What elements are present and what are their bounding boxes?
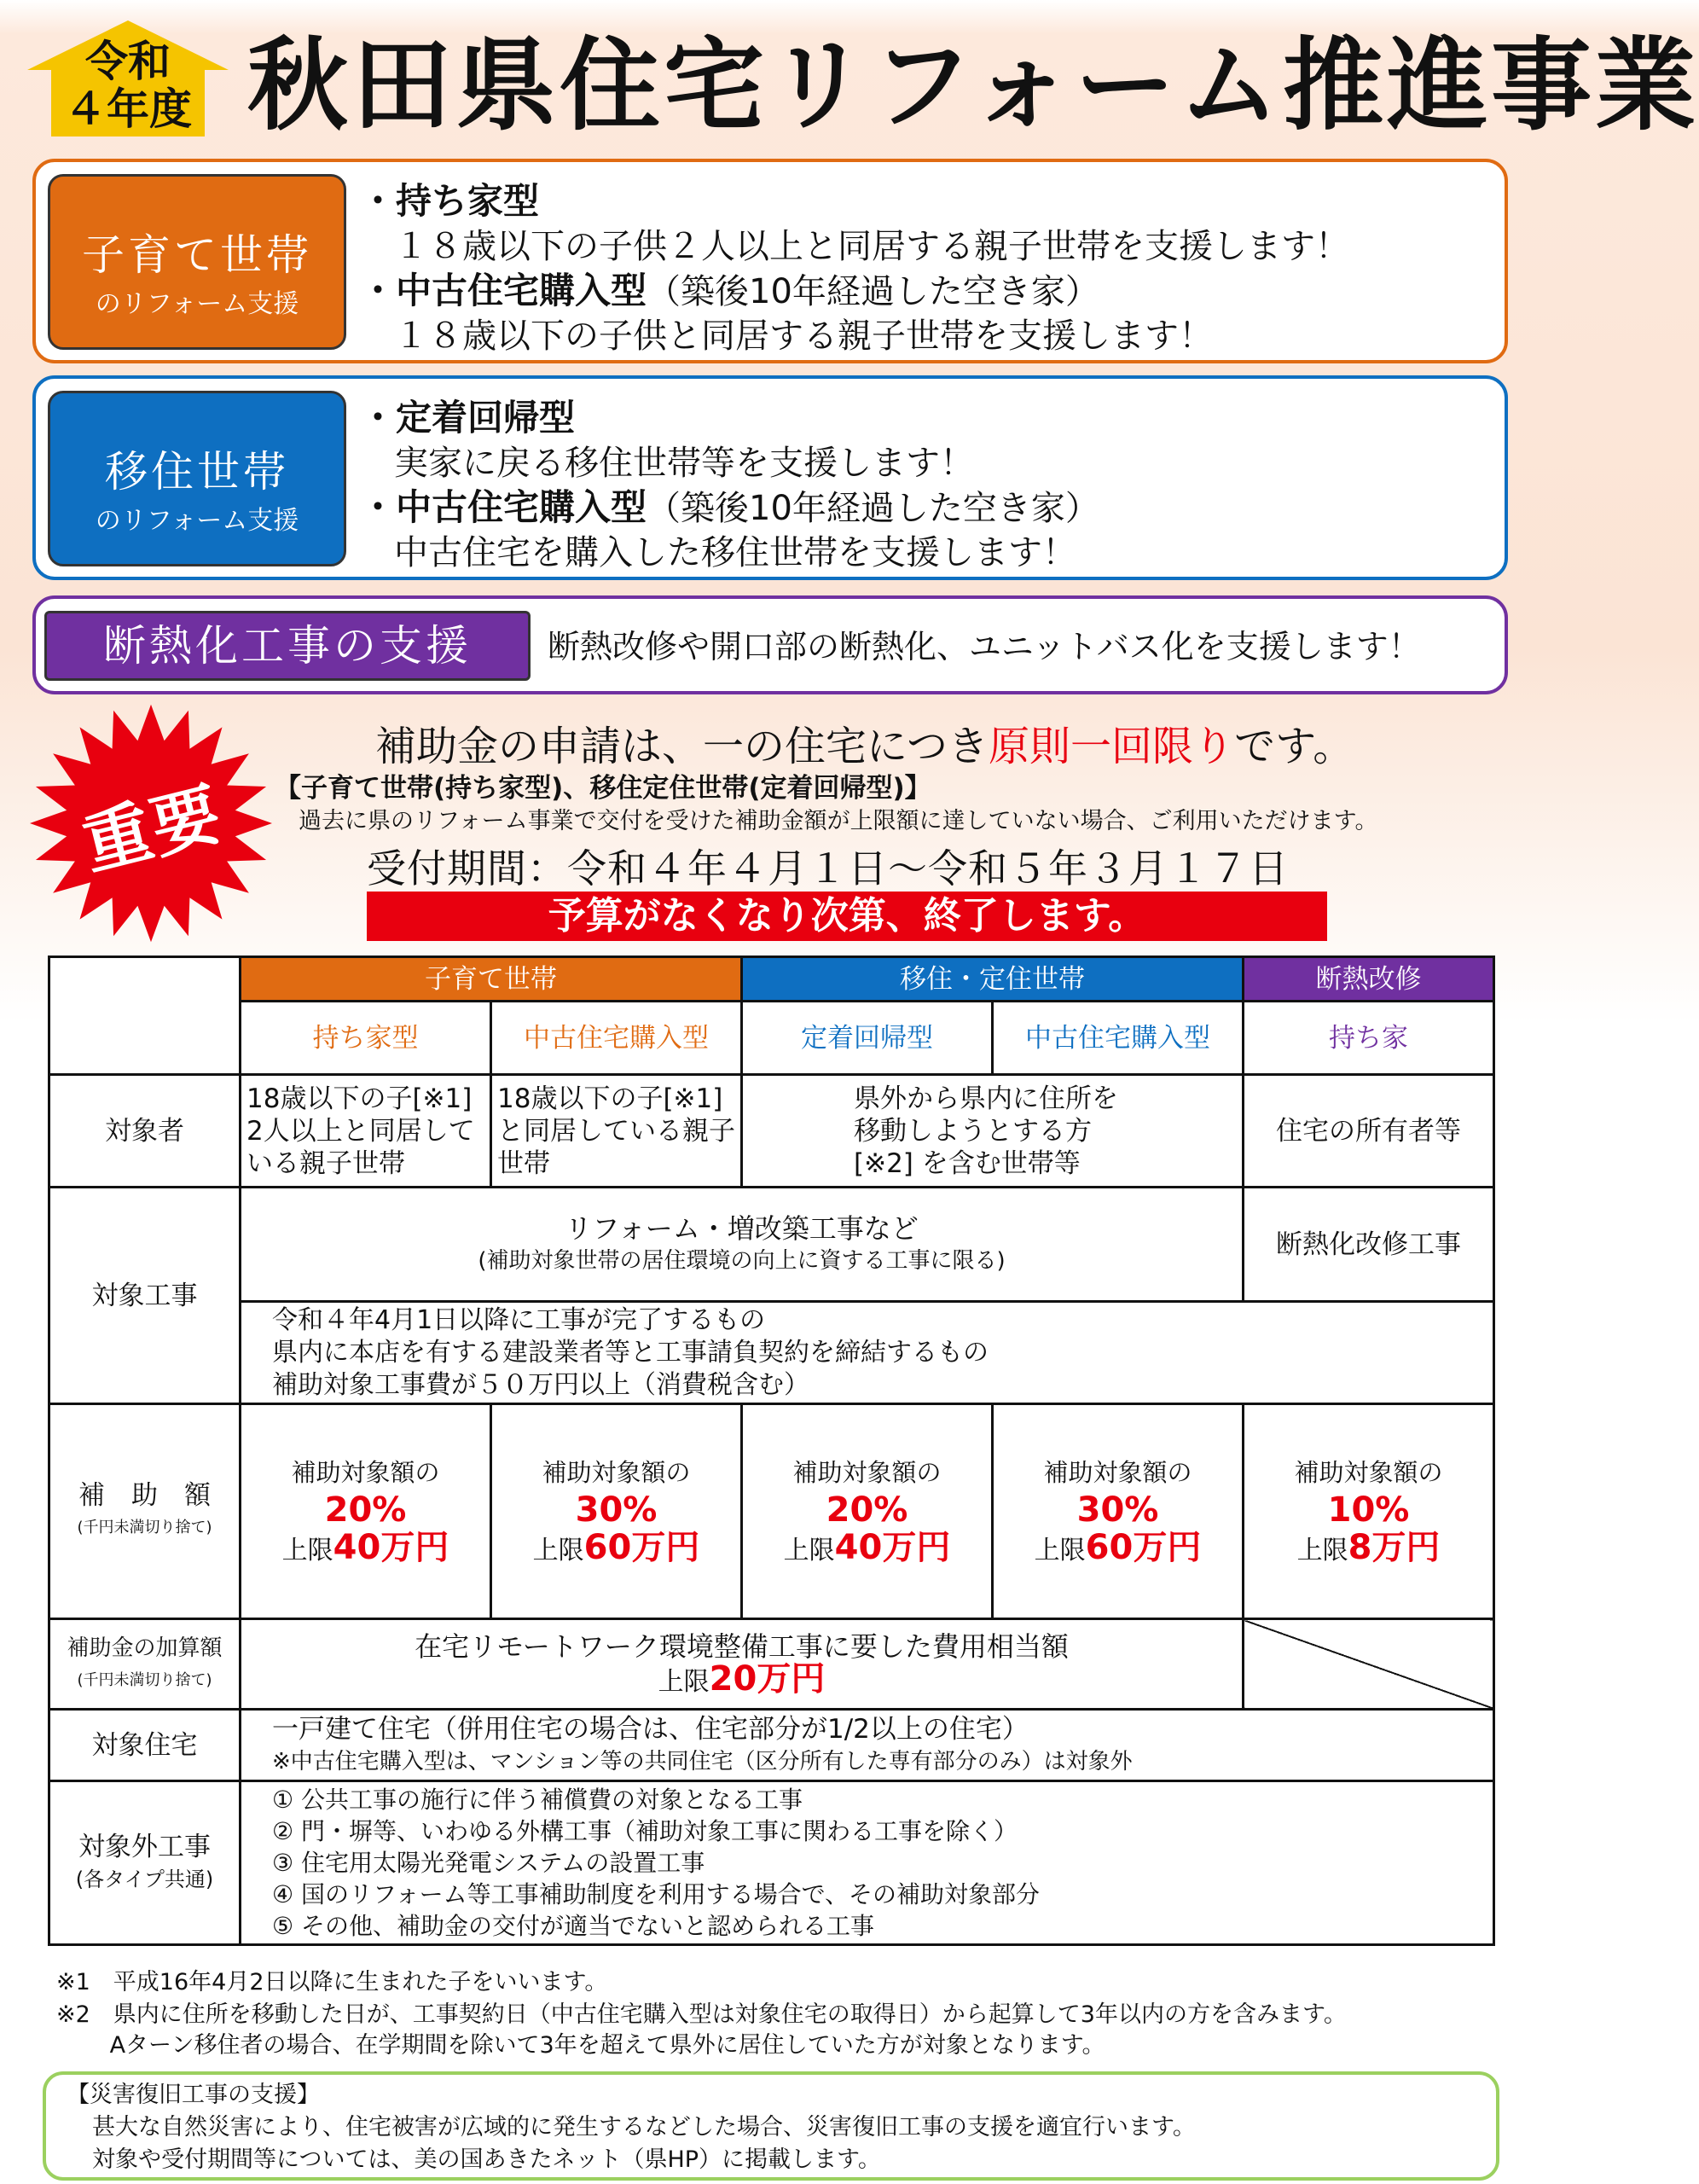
excluded-item: ⑤ その他、補助金の交付が適当でないと認められる工事	[272, 1912, 875, 1940]
child-support-box	[32, 159, 1508, 363]
housing-line-1: 一戸建て住宅（併用住宅の場合は、住宅部分が1/2以上の住宅）	[272, 1713, 1029, 1745]
housing-line-2: ※中古住宅購入型は、マンション等の共同住宅（区分所有した専有部分のみ）は対象外	[272, 1748, 1133, 1774]
type-used-child: 中古住宅購入型	[491, 1002, 742, 1075]
amount-cap-value: 40万円	[333, 1527, 449, 1567]
insulation-support-text: 断熱改修や開口部の断熱化、ユニットバス化を支援します！	[548, 628, 1421, 665]
extra-text: 在宅リモートワーク環境整備工事に要した費用相当額	[415, 1629, 1069, 1663]
eligible-types-note: 【子育て世帯(持ち家型)、移住定住世帯(定着回帰型)】	[275, 773, 931, 804]
child-used-note: （築後10年経過した空き家）	[647, 272, 1099, 311]
work-scope-sub: (補助対象世帯の居住環境の向上に資する工事に限る)	[478, 1247, 1006, 1274]
excluded-item: ② 門・塀等、いわゆる外構工事（補助対象工事に関わる工事を除く）	[272, 1817, 1018, 1845]
migration-used-desc: 中古住宅を購入した移住世帯を支援します！	[360, 533, 1076, 572]
extra-cap-prefix: 上限	[658, 1666, 710, 1697]
housing-cell	[241, 1710, 1494, 1781]
work-conditions	[241, 1302, 1494, 1404]
child-support-text	[360, 179, 1349, 358]
migration-support-box	[32, 375, 1508, 580]
disaster-support-box	[43, 2071, 1499, 2181]
amount-cap-value: 60万円	[583, 1527, 700, 1567]
previous-grant-note: 過去に県のリフォーム事業で交付を受けた補助金額が上限額に達していない場合、ご利用いただけます。	[299, 808, 1378, 834]
amount-rate: 30%	[1076, 1490, 1159, 1530]
amount-cell	[742, 1404, 993, 1619]
amount-cap-prefix: 上限	[281, 1535, 333, 1565]
excluded-list	[241, 1781, 1494, 1945]
program-table	[48, 956, 1495, 1946]
one-time-notice-red: 原則一回限り	[989, 723, 1235, 770]
row-head-excluded	[49, 1781, 241, 1945]
type-used-migration: 中古住宅購入型	[993, 1002, 1244, 1075]
extra-cap-value: 20万円	[709, 1658, 826, 1699]
migration-label-sub: のリフォーム支援	[95, 506, 299, 536]
excluded-item: ① 公共工事の施行に伴う補償費の対象となる工事	[272, 1786, 803, 1814]
group-child: 子育て世帯	[241, 957, 742, 1002]
target-child-used: 18歳以下の子[※1] と同居している親子世帯	[491, 1075, 742, 1188]
amount-cap-prefix: 上限	[1296, 1535, 1348, 1565]
amount-cap-prefix: 上限	[783, 1535, 835, 1565]
migration-return-desc: 実家に戻る移住世帯等を支援します！	[360, 444, 974, 483]
amount-cap-value: 60万円	[1085, 1527, 1202, 1567]
disaster-line-1: 甚大な自然災害により、住宅被害が広域的に発生するなどした場合、災害復旧工事の支援を適宜行います。	[92, 2114, 1196, 2140]
budget-notice: 予算がなくなり次第、終了します。	[367, 892, 1327, 941]
amount-rate: 10%	[1327, 1490, 1410, 1530]
extra-amount	[241, 1619, 1244, 1710]
era-line-2: ４年度	[64, 84, 192, 134]
work-scope	[241, 1188, 1244, 1302]
amount-label: 補助対象額の	[1043, 1457, 1192, 1487]
amount-cap-value: 8万円	[1348, 1527, 1441, 1567]
amount-cell	[491, 1404, 742, 1619]
table-corner	[49, 957, 241, 1075]
row-head-amount	[49, 1404, 241, 1619]
work-condition-2: 県内に本店を有する建設業者等と工事請負契約を締結するもの	[272, 1337, 989, 1368]
work-scope-main: リフォーム・増改築工事など	[565, 1211, 919, 1245]
insulation-support-label	[44, 611, 531, 681]
type-owned: 持ち家型	[241, 1002, 491, 1075]
child-support-label	[48, 174, 346, 350]
child-used-desc: １８歳以下の子供と同居する親子世帯を支援します！	[360, 317, 1213, 356]
excluded-head-note: (各タイプ共通)	[75, 1867, 214, 1891]
disaster-line-2: 対象や受付期間等については、美の国あきたネット（県HP）に掲載します。	[92, 2146, 881, 2173]
amount-label: 補助対象額の	[291, 1457, 440, 1487]
group-insulation: 断熱改修	[1244, 957, 1494, 1002]
child-label-sub: のリフォーム支援	[95, 289, 299, 319]
amount-label: 補助対象額の	[542, 1457, 691, 1487]
era-line-1: 令和	[85, 37, 171, 86]
child-label-main: 子育て世帯	[82, 230, 312, 280]
group-migration: 移住・定住世帯	[742, 957, 1244, 1002]
migration-type-used: ・中古住宅購入型	[360, 486, 647, 528]
migration-used-note: （築後10年経過した空き家）	[647, 489, 1099, 528]
child-type-owned: ・持ち家型	[360, 180, 540, 222]
one-time-notice-a: 補助金の申請は、一の住宅につき	[375, 723, 989, 770]
extra-head: 補助金の加算額	[67, 1635, 223, 1661]
work-condition-1: 令和４年4月1日以降に工事が完了するもの	[272, 1304, 766, 1335]
migration-support-label	[48, 391, 346, 566]
important-badge	[10, 700, 292, 947]
target-migration: 県外から県内に住所を移動しようとする方[※2] を含む世帯等	[742, 1075, 1244, 1188]
footnote-1: ※1 平成16年4月2日以降に生まれた子をいいます。	[56, 1969, 608, 1995]
row-head-housing: 対象住宅	[49, 1710, 241, 1781]
amount-cell	[1244, 1404, 1494, 1619]
excluded-item: ④ 国のリフォーム等工事補助制度を利用する場合で、その補助対象部分	[272, 1880, 1041, 1908]
one-time-notice	[375, 713, 1354, 772]
amount-cap-prefix: 上限	[532, 1535, 584, 1565]
excluded-item: ③ 住宅用太陽光発電システムの設置工事	[272, 1849, 705, 1877]
row-head-target: 対象者	[49, 1075, 241, 1188]
important-text: 重要	[74, 773, 230, 885]
row-head-work: 対象工事	[49, 1188, 241, 1404]
migration-type-return: ・定着回帰型	[360, 397, 576, 439]
excluded-head: 対象外工事	[78, 1831, 211, 1862]
amount-rate: 30%	[575, 1490, 658, 1530]
amount-head: 補 助 額	[78, 1479, 211, 1511]
extra-not-applicable	[1244, 1619, 1494, 1710]
work-condition-3: 補助対象工事費が５０万円以上（消費税含む）	[272, 1369, 809, 1400]
insulation-label-text: 断熱化工事の支援	[103, 621, 472, 671]
child-owned-desc: １８歳以下の子供２人以上と同居する親子世帯を支援します！	[360, 227, 1349, 266]
row-head-extra	[49, 1619, 241, 1710]
type-owned-insulation: 持ち家	[1244, 1002, 1494, 1075]
amount-cell	[241, 1404, 491, 1619]
amount-label: 補助対象額の	[1294, 1457, 1443, 1487]
target-child-owned: 18歳以下の子[※1] 2人以上と同居している親子世帯	[241, 1075, 491, 1188]
migration-label-main: 移住世帯	[105, 447, 289, 497]
amount-head-note: (千円未満切り捨て)	[77, 1518, 212, 1536]
amount-rate: 20%	[826, 1490, 908, 1530]
type-return: 定着回帰型	[742, 1002, 993, 1075]
amount-cell	[993, 1404, 1244, 1619]
one-time-notice-b: です。	[1234, 723, 1354, 770]
work-insulation: 断熱化改修工事	[1244, 1188, 1494, 1302]
page-title: 秋田県住宅リフォーム推進事業	[247, 26, 1699, 144]
footnote-2: ※2 県内に住所を移動した日が、工事契約日（中古住宅購入型は対象住宅の取得日）から起算して3年以内の方を含みます。	[56, 2001, 1347, 2028]
amount-label: 補助対象額の	[792, 1457, 942, 1487]
fiscal-year-badge	[26, 19, 230, 138]
amount-cap-value: 40万円	[834, 1527, 951, 1567]
amount-cap-prefix: 上限	[1034, 1535, 1086, 1565]
application-period: 受付期間：令和４年４月１日～令和５年３月１７日	[367, 845, 1289, 892]
extra-head-note: (千円未満切り捨て)	[77, 1670, 212, 1689]
child-type-used: ・中古住宅購入型	[360, 270, 647, 311]
footnote-3: Aターン移住者の場合、在学期間を除いて3年を超えて県外に居住していた方が対象となります。	[56, 2032, 1105, 2059]
target-insulation: 住宅の所有者等	[1244, 1075, 1494, 1188]
amount-rate: 20%	[324, 1490, 407, 1530]
migration-support-text	[360, 396, 1099, 575]
disaster-title: 【災害復旧工事の支援】	[67, 2082, 320, 2108]
